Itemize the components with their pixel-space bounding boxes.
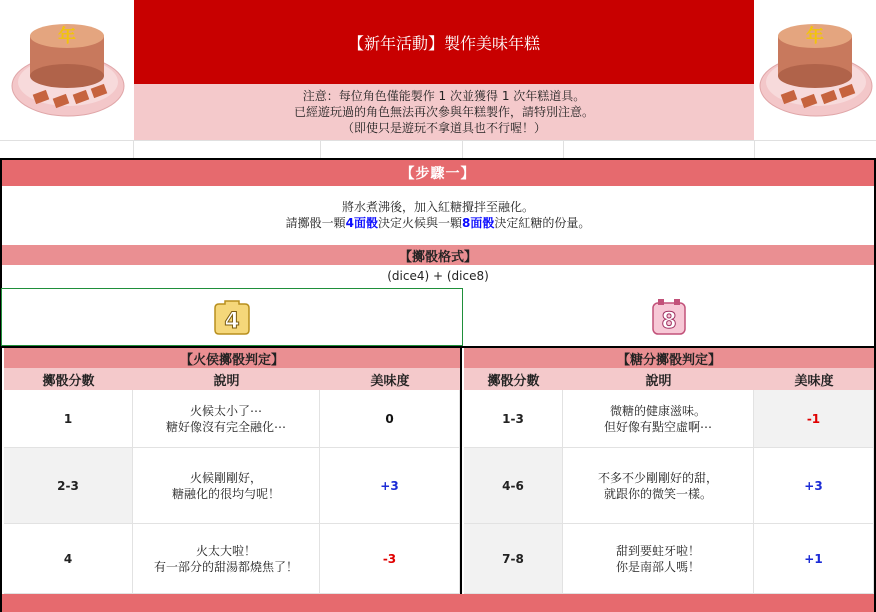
fire-col-value [320,368,460,390]
d4-label: 4 [224,309,240,334]
grid-line [133,140,134,158]
fire-col-value-label: 美味度 [370,373,410,389]
fire-table-title: 【火侯擲骰判定】 [179,352,284,368]
fire-row-3-desc-2: 有一部分的甜湯都燒焦了！ [153,559,298,574]
sugar-row-3-desc-2: 你是南部人嗎！ [615,559,700,574]
table-row [464,524,563,594]
sugar-row-3-score: 7-8 [502,551,524,566]
grid-line [462,140,463,158]
sugar-row-2-desc [563,448,754,524]
cake-image-left [8,8,126,120]
sugar-row-3-desc [563,524,754,594]
banner-title [134,0,754,84]
cake-char-right: 年 [806,26,824,47]
fire-row-3-value [320,524,460,594]
d8-icon [649,297,689,337]
sugar-row-3-desc-1: 甜到要蛀牙啦！ [615,543,700,558]
fire-row-1-desc [133,390,320,448]
sugar-col-value [754,368,874,390]
step1-title: 【步驟一】 [400,166,476,182]
fire-row-2-desc [133,448,320,524]
cake-char: 年 [58,26,76,47]
fire-table-header [4,348,460,368]
next-section-band [2,594,874,612]
fire-row-2-desc-1: 火候剛剛好， [189,470,262,485]
fire-row-3-desc-1: 火太大啦！ [195,543,256,558]
fire-col-score-label: 擲骰分數 [42,373,95,389]
fire-row-2-value-text: +3 [380,478,399,493]
grid-line [0,140,876,141]
sugar-row-2-score: 4-6 [502,478,524,493]
sugar-col-score-label: 擲骰分數 [487,373,540,389]
note-line-2: 已經遊玩過的角色無法再次參與年糕製作，請特別注意。 [293,105,594,119]
fire-row-3-score: 4 [63,551,73,566]
fire-row-3-value-text: -3 [382,551,397,566]
dice-format-header [2,245,874,265]
step1-description [2,192,874,238]
fire-row-1-desc-1: 火候太小了⋯ [189,403,262,418]
sugar-row-1-value-text: -1 [806,411,821,426]
sugar-table-title: 【糖分擲骰判定】 [616,352,721,368]
grid-line [563,140,564,158]
d4-cell [1,288,463,346]
dice-formula-text: (dice4) + (dice8) [387,269,489,283]
fire-row-1-desc-2: 糖好像沒有完全融化⋯ [165,419,286,434]
cake-image-right [758,8,876,120]
fire-row-2-value [320,448,460,524]
step1-line-2-a: 請擲骰一顆 [285,216,346,230]
sugar-col-value-label: 美味度 [794,373,834,389]
note-line-3: （即使只是遊玩不拿道具也不行喔！） [341,121,546,135]
sugar-row-2-value [754,448,874,524]
sugar-col-desc [563,368,754,390]
sugar-row-1-desc-1: 微糖的健康滋味。 [609,403,706,418]
d8-highlight: 8面骰 [462,216,495,230]
fire-row-1-score: 1 [63,411,73,426]
fire-row-2-desc-2: 糖融化的很均勻呢！ [171,486,280,501]
grid-line [320,140,321,158]
sugar-table-header [464,348,874,368]
table-row [464,390,563,448]
grid-line [754,140,755,158]
banner-notes [134,84,754,140]
fire-row-1-value-text: 0 [385,411,394,426]
sugar-row-1-score: 1-3 [502,411,524,426]
fire-col-desc-label: 說明 [213,373,240,389]
fire-row-2-score: 2-3 [57,478,79,493]
sugar-row-2-value-text: +3 [804,478,823,493]
dice-formula [2,266,874,286]
sugar-col-score [464,368,563,390]
sugar-row-1-desc-2: 但好像有點空虛啊⋯ [603,419,712,434]
fire-col-desc [133,368,320,390]
sugar-row-1-value [754,390,874,448]
sugar-row-3-value-text: +1 [804,551,823,566]
d4-highlight: 4面骰 [345,216,378,230]
sugar-col-desc-label: 說明 [645,373,672,389]
table-row [4,524,133,594]
sugar-row-1-desc [563,390,754,448]
d4-icon [212,297,252,337]
sugar-row-2-desc-1: 不多不少剛剛好的甜， [597,470,718,485]
banner-title-text: 【新年活動】製作美味年糕 [347,33,540,53]
table-row [464,448,563,524]
fire-col-score [4,368,133,390]
step1-line-2 [286,215,591,231]
sugar-row-3-value [754,524,874,594]
table-row [4,390,133,448]
table-row [4,448,133,524]
d8-cell [463,288,874,346]
step1-line-2-c: 決定火候與一顆 [377,216,462,230]
fire-row-1-value [320,390,460,448]
d8-label: 8 [660,309,677,334]
step1-header [2,160,874,186]
fire-row-3-desc [133,524,320,594]
sugar-row-2-desc-2: 就跟你的微笑一樣。 [603,486,712,501]
step1-line-2-e: 決定紅糖的份量。 [494,216,591,230]
dice-format-title: 【擲骰格式】 [398,249,477,265]
step1-line-1: 將水煮沸後，加入紅糖攪拌至融化。 [341,200,534,214]
note-line-1: 注意：每位角色僅能製作 1 次並獲得 1 次年糕道具。 [302,89,586,103]
